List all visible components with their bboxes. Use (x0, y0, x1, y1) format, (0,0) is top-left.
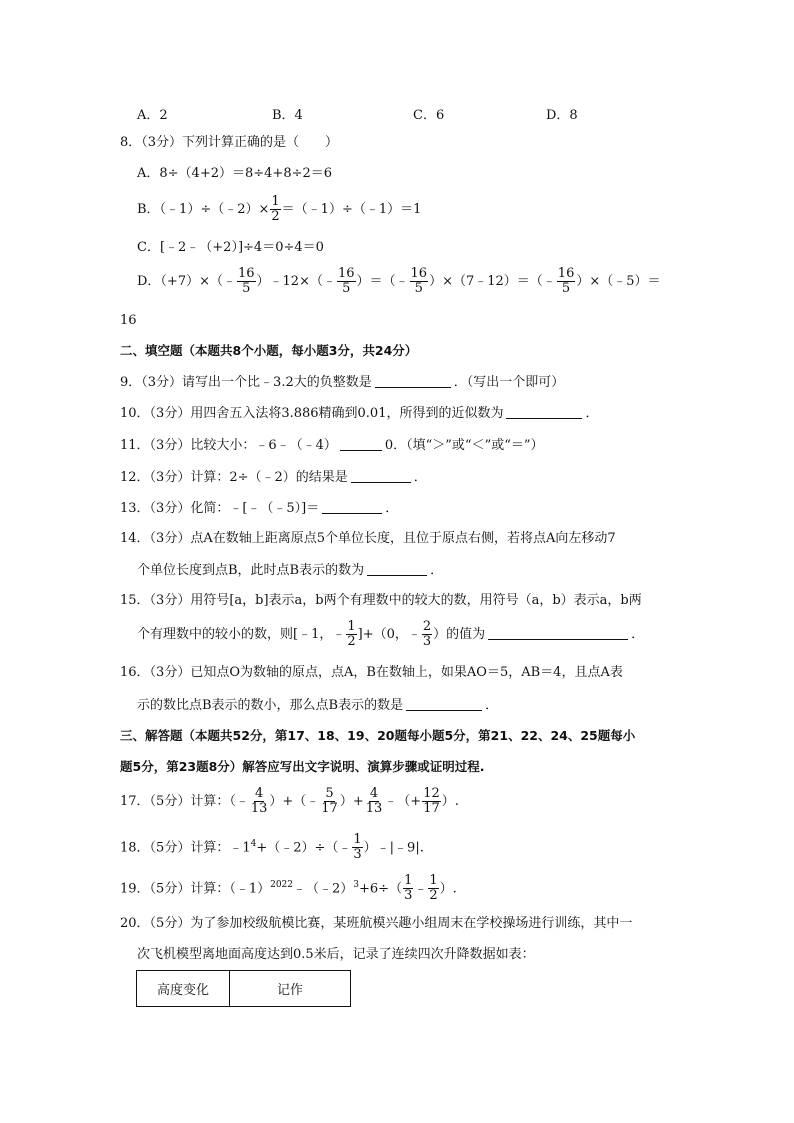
q10-text-end: ． (585, 406, 599, 421)
q10-text: 10．（3分）用四舍五入法将3.886精确到0.01，所得到的近似数为 (120, 406, 504, 421)
answer-blank (506, 405, 582, 419)
q7-option-d: D．8 (546, 108, 578, 123)
q13-text: 13．（3分）化简：﹣[﹣（﹣5）]＝ (120, 501, 320, 516)
q8-d-text-a: D．（+7）×（﹣ (137, 274, 236, 289)
q8-stem: 8．（3分）下列计算正确的是（ ） (120, 135, 339, 150)
q15-text-end: ． (631, 627, 645, 642)
q11-text-end: 0．（填“＞”或“＜”或“＝”） (384, 438, 544, 453)
fraction: $\frac{16}{5}$ (410, 266, 428, 296)
fraction: $\frac{16}{5}$ (557, 266, 575, 296)
q19-text-c: +6÷（ (359, 881, 403, 897)
section-3-title-line-2: 题5分，第23题8分）解答应写出文字说明、演算步骤或证明过程. (120, 759, 485, 774)
q19-text-b: ﹣（﹣2） (293, 881, 354, 897)
q19: 19．（5分）计算：（﹣1）$^{2022}$﹣（﹣2）$^3$+6÷（ $\frac{1}{3}$ ﹣ $\frac{1}{2}$ ）. (120, 873, 457, 904)
fraction: $\frac{4}{13}$ (365, 786, 383, 816)
height-change-table (136, 970, 351, 1007)
q20-line-2: 次飞机模型离地面高度达到0.5米后，记录了连续四次升降数据如表： (137, 947, 535, 962)
q9-text: 9．（3分）请写出一个比﹣3.2大的负整数是 (120, 375, 372, 390)
q15-line-1: 15．（3分）用符号[a，b]表示a，b两个有理数中的较大的数，用符号（a，b）表示a，b两 (120, 593, 642, 608)
q10 (120, 405, 599, 422)
q17 (120, 784, 459, 820)
q17-text-b: ）+（﹣ (269, 794, 320, 809)
q8-d-text-e: ）×（﹣5）＝ (576, 274, 661, 289)
q18 (120, 826, 424, 866)
q8-option-a: A．8÷（4+2）＝8÷4+8÷2＝6 (137, 166, 333, 181)
answer-blank (406, 697, 482, 711)
q15-text-b: ]+（0，﹣ (357, 627, 421, 642)
q9-text-end: ．（写出一个即可） (453, 375, 565, 390)
table-header-height-change: 高度变化 (137, 971, 230, 1007)
q14-text-end: ． (430, 563, 444, 578)
exponent: 3 (353, 880, 360, 890)
q17-text-end: ）. (441, 794, 459, 809)
q13-text-end: ． (385, 501, 399, 516)
q12-text: 12．（3分）计算：2÷（﹣2）的结果是 (120, 470, 348, 485)
q8-option-d-continuation: 16 (120, 313, 137, 328)
fraction: $\frac{16}{5}$ (237, 266, 255, 296)
q14-line-1: 14．（3分）点A在数轴上距离原点5个单位长度，且位于原点右侧，若将点A向左移动7 (120, 531, 616, 546)
fraction: $\frac{1}{2}$ (429, 873, 438, 904)
fraction: $\frac{2}{3}$ (422, 619, 432, 649)
q17-text-a: 17．（5分）计算：（﹣ (120, 794, 249, 809)
q7-option-b: B．4 (272, 108, 303, 123)
fraction: $\frac{4}{13}$ (250, 786, 268, 816)
q7-option-c: C．6 (413, 108, 445, 123)
table-header-row (137, 971, 351, 1007)
q8-b-text: B．（﹣1）÷（﹣2）× (137, 202, 270, 217)
q8-d-text-d: ）×（7﹣12）＝（﹣ (429, 274, 556, 289)
section-2-title: 二、填空题（本题共8个小题，每小题3分，共24分） (120, 343, 418, 358)
q16-line-2 (137, 697, 498, 714)
q18-text-b: +（﹣2）÷（﹣ (256, 840, 352, 856)
q8-b-text-end: ＝（﹣1）÷（﹣1）＝1 (281, 202, 422, 217)
q9 (120, 374, 564, 391)
q20-line-1: 20．（5分）为了参加校级航模比赛，某班航模兴趣小组周末在学校操场进行训练，其中一 (120, 916, 633, 931)
fraction: $\frac{16}{5}$ (337, 266, 355, 296)
q8-d-text-c: ）＝（﹣ (356, 274, 409, 289)
q18-text-end: ）﹣|﹣9|. (363, 840, 424, 856)
fraction: $\frac{12}{17}$ (423, 786, 440, 816)
answer-blank (351, 469, 411, 483)
q15-text-c: ）的值为 (433, 627, 486, 642)
q18-text-a: 18．（5分）计算：﹣1 (120, 840, 251, 856)
q15-text-a: 个有理数中的较小的数，则[﹣1，﹣ (137, 627, 346, 642)
q16-text: 示的数比点B表示的数小，那么点B表示的数是 (137, 698, 404, 713)
q8-option-d (137, 264, 661, 300)
q19-text-a: 19．（5分）计算：（﹣1） (120, 881, 271, 897)
q12-text-end: ． (413, 470, 427, 485)
q13 (120, 500, 398, 517)
q16-line-1: 16．（3分）已知点O为数轴的原点，点A，B在数轴上，如果AO＝5，AB＝4，且点A表 (120, 665, 623, 680)
q11-text: 11．（3分）比较大小：﹣6﹣（﹣4） (120, 438, 337, 453)
answer-blank (488, 626, 628, 640)
q11 (120, 437, 544, 454)
exponent: 4 (250, 839, 257, 849)
q14-line-2 (137, 562, 443, 579)
answer-blank (322, 500, 382, 514)
answer-blank (367, 562, 427, 576)
q19-text-end: ）. (439, 881, 457, 897)
q16-text-end: ． (485, 698, 499, 713)
fraction: $\frac{1}{3}$ (353, 832, 362, 863)
q14-text: 个单位长度到点B，此时点B表示的数为 (137, 563, 365, 578)
q17-text-c: ）+ (339, 794, 364, 809)
fraction: $\frac{5}{17}$ (321, 786, 338, 816)
q17-text-d: ﹣（+ (384, 794, 422, 809)
q8-option-c: C．[﹣2﹣（+2）]÷4＝0÷4＝0 (137, 240, 324, 255)
fraction: $\frac{1}{2}$ (347, 619, 356, 649)
q15-line-2 (137, 617, 644, 653)
q8-d-text-b: ）﹣12×（﹣ (256, 274, 336, 289)
fraction: $\frac{1}{2}$ (271, 194, 280, 224)
q7-option-a: A．2 (137, 108, 168, 123)
table-header-record: 记作 (230, 971, 351, 1007)
q12 (120, 469, 427, 486)
section-3-title-line-1: 三、解答题（本题共52分，第17、18、19、20题每小题5分，第21、22、24、25题每小 (120, 728, 636, 743)
answer-blank (340, 437, 382, 451)
fraction: $\frac{1}{3}$ (404, 873, 413, 904)
q8-option-b (137, 192, 421, 228)
exponent: 2022 (270, 880, 293, 890)
answer-blank (375, 374, 451, 388)
